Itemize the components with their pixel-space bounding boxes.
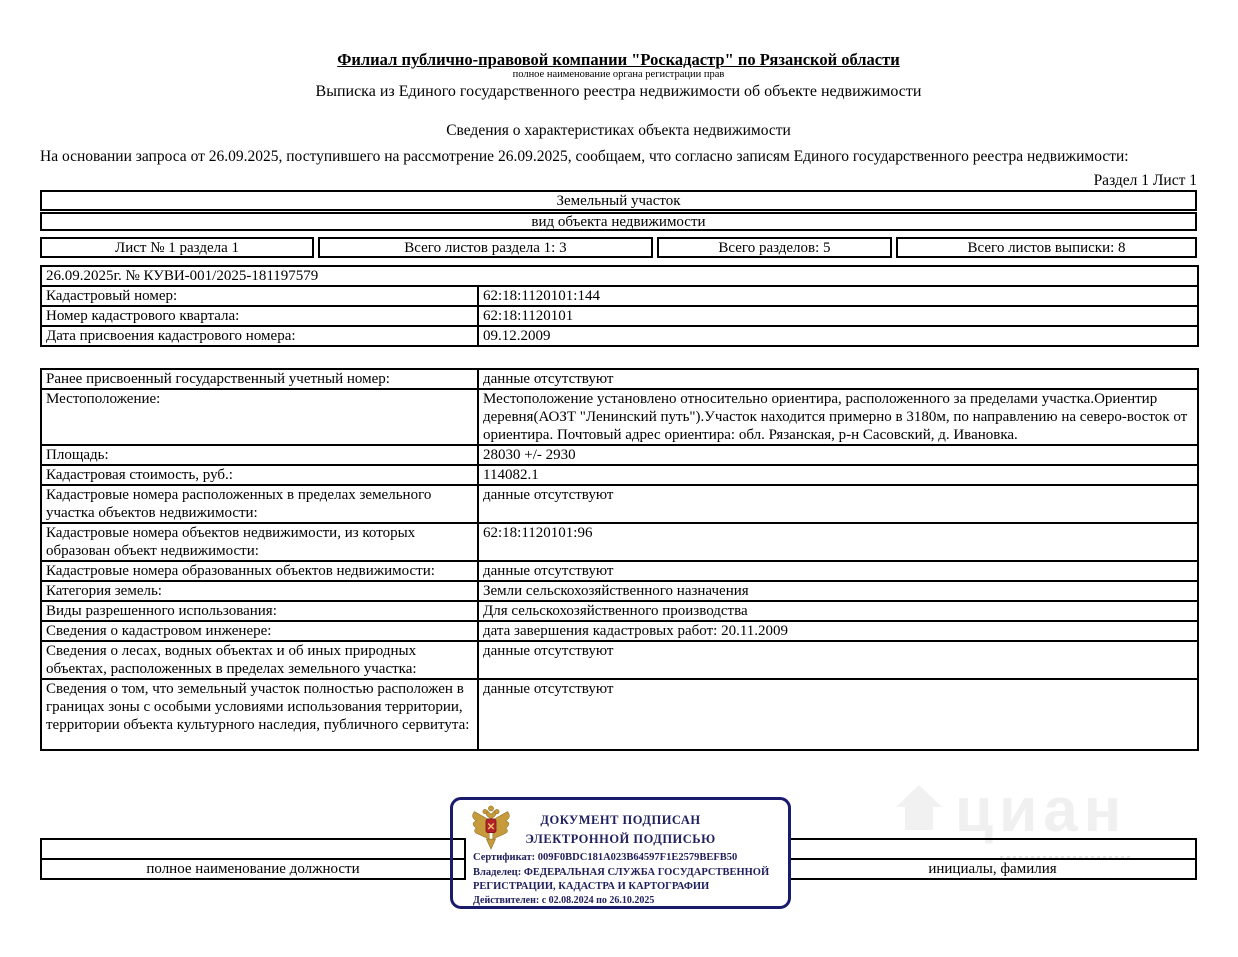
table-row: [41, 369, 1198, 389]
row-value: данные отсутствуют: [478, 485, 1198, 523]
row-value: 62:18:1120101: [478, 306, 1198, 326]
signature-position-field: [42, 840, 464, 860]
details-table: [40, 368, 1199, 751]
sheet-info-row: [40, 237, 1197, 258]
row-value: Для сельскохозяйственного производства: [478, 601, 1198, 621]
row-value: данные отсутствуют: [478, 561, 1198, 581]
signature-name-caption: инициалы, фамилия: [928, 861, 1057, 877]
row-value: 62:18:1120101:144: [478, 286, 1198, 306]
house-icon: [893, 780, 945, 841]
row-label: Сведения о том, что земельный участок полностью расположен в границах зоны с особыми условиями использования территории, территории объекта культурного наследия, публичного сервитута:: [41, 679, 478, 750]
table-row: [41, 601, 1198, 621]
row-value: 09.12.2009: [478, 326, 1198, 346]
row-label: Сведения о кадастровом инженере:: [41, 621, 478, 641]
sheet-cell: Всего листов раздела 1: 3: [318, 237, 653, 258]
request-number: 26.09.2025г. № КУВИ-001/2025-181197579: [41, 266, 1198, 286]
table-row: [41, 266, 1198, 286]
sheet-cell: Лист № 1 раздела 1: [40, 237, 314, 258]
row-value: Местоположение установлено относительно ориентира, расположенного за пределами участка.Ориентир деревня(АОЗТ "Ленинский путь").Участок находится примерно в 3180м, по направлению на северо-восток от ориентира. Почтовый адрес ориентира: обл. Рязанская, р-н Сасовский, д. Ивановка.: [478, 389, 1198, 445]
row-value: данные отсутствуют: [478, 369, 1198, 389]
table-row: [41, 326, 1198, 346]
table-row: [41, 445, 1198, 465]
table-row: [41, 581, 1198, 601]
table-row: [41, 485, 1198, 523]
row-label: Площадь:: [41, 445, 478, 465]
main-table: [40, 265, 1199, 347]
row-value: дата завершения кадастровых работ: 20.11.2009: [478, 621, 1198, 641]
object-type-value: Земельный участок: [40, 190, 1197, 211]
signature-name-box: [788, 838, 1197, 880]
row-label: Сведения о лесах, водных объектах и об иных природных объектах, расположенных в пределах земельного участка:: [41, 641, 478, 679]
row-label: Местоположение:: [41, 389, 478, 445]
org-name: Филиал публично-правовой компании "Роскадастр" по Рязанской области: [337, 50, 900, 69]
sheet-cell: Всего листов выписки: 8: [896, 237, 1197, 258]
signature-position-box: [40, 838, 466, 880]
section-title: Сведения о характеристиках объекта недвижимости: [446, 122, 791, 139]
row-label: Номер кадастрового квартала:: [41, 306, 478, 326]
stamp-owner-line2: РЕГИСТРАЦИИ, КАДАСТРА И КАРТОГРАФИИ: [473, 881, 710, 892]
row-label: Ранее присвоенный государственный учетный номер:: [41, 369, 478, 389]
row-value: 28030 +/- 2930: [478, 445, 1198, 465]
intro-text: На основании запроса от 26.09.2025, поступившего на рассмотрение 26.09.2025, сообщаем, что согласно записям Единого государственного реестра недвижимости:: [40, 148, 1129, 165]
row-value: данные отсутствуют: [478, 679, 1198, 750]
table-row: [41, 621, 1198, 641]
row-label: Кадастровые номера объектов недвижимости, из которых образован объект недвижимости:: [41, 523, 478, 561]
watermark-text: циан: [955, 775, 1128, 845]
table-row: [41, 679, 1198, 750]
row-label: Кадастровый номер:: [41, 286, 478, 306]
watermark: [893, 775, 1128, 845]
table-row: [41, 641, 1198, 679]
row-label: Кадастровые номера расположенных в пределах земельного участка объектов недвижимости:: [41, 485, 478, 523]
stamp-title-line2: ЭЛЕКТРОННОЙ ПОДПИСЬЮ: [525, 832, 716, 846]
stamp-validity: Действителен: с 02.08.2024 по 26.10.2025: [473, 895, 655, 906]
row-label: Кадастровая стоимость, руб.:: [41, 465, 478, 485]
sheet-cell: Всего разделов: 5: [657, 237, 892, 258]
table-row: [41, 523, 1198, 561]
stamp-certificate: Сертификат: 009F0BDC181A023B64597F1E2579BEFB50: [473, 852, 738, 863]
org-name-caption: полное наименование органа регистрации прав: [512, 69, 725, 80]
row-value: Земли сельскохозяйственного назначения: [478, 581, 1198, 601]
table-row: [41, 561, 1198, 581]
stamp-owner-line1: Владелец: ФЕДЕРАЛЬНАЯ СЛУЖБА ГОСУДАРСТВЕННОЙ: [473, 867, 770, 878]
row-value: 62:18:1120101:96: [478, 523, 1198, 561]
row-value: 114082.1: [478, 465, 1198, 485]
row-label: Кадастровые номера образованных объектов недвижимости:: [41, 561, 478, 581]
page-marker: Раздел 1 Лист 1: [1093, 172, 1197, 189]
row-value: данные отсутствуют: [478, 641, 1198, 679]
table-row: [41, 286, 1198, 306]
row-label: Дата присвоения кадастрового номера:: [41, 326, 478, 346]
row-label: Категория земель:: [41, 581, 478, 601]
table-row: [41, 465, 1198, 485]
row-label: Виды разрешенного использования:: [41, 601, 478, 621]
table-row: [41, 306, 1198, 326]
object-type-caption: вид объекта недвижимости: [40, 212, 1197, 231]
signature-position-caption: полное наименование должности: [146, 861, 360, 877]
table-row: [41, 389, 1198, 445]
document-title: Выписка из Единого государственного реестра недвижимости об объекте недвижимости: [315, 83, 922, 100]
stamp-title-line1: ДОКУМЕНТ ПОДПИСАН: [540, 813, 701, 827]
digital-signature-stamp: [450, 797, 791, 909]
signature-name-field: [790, 840, 1195, 860]
